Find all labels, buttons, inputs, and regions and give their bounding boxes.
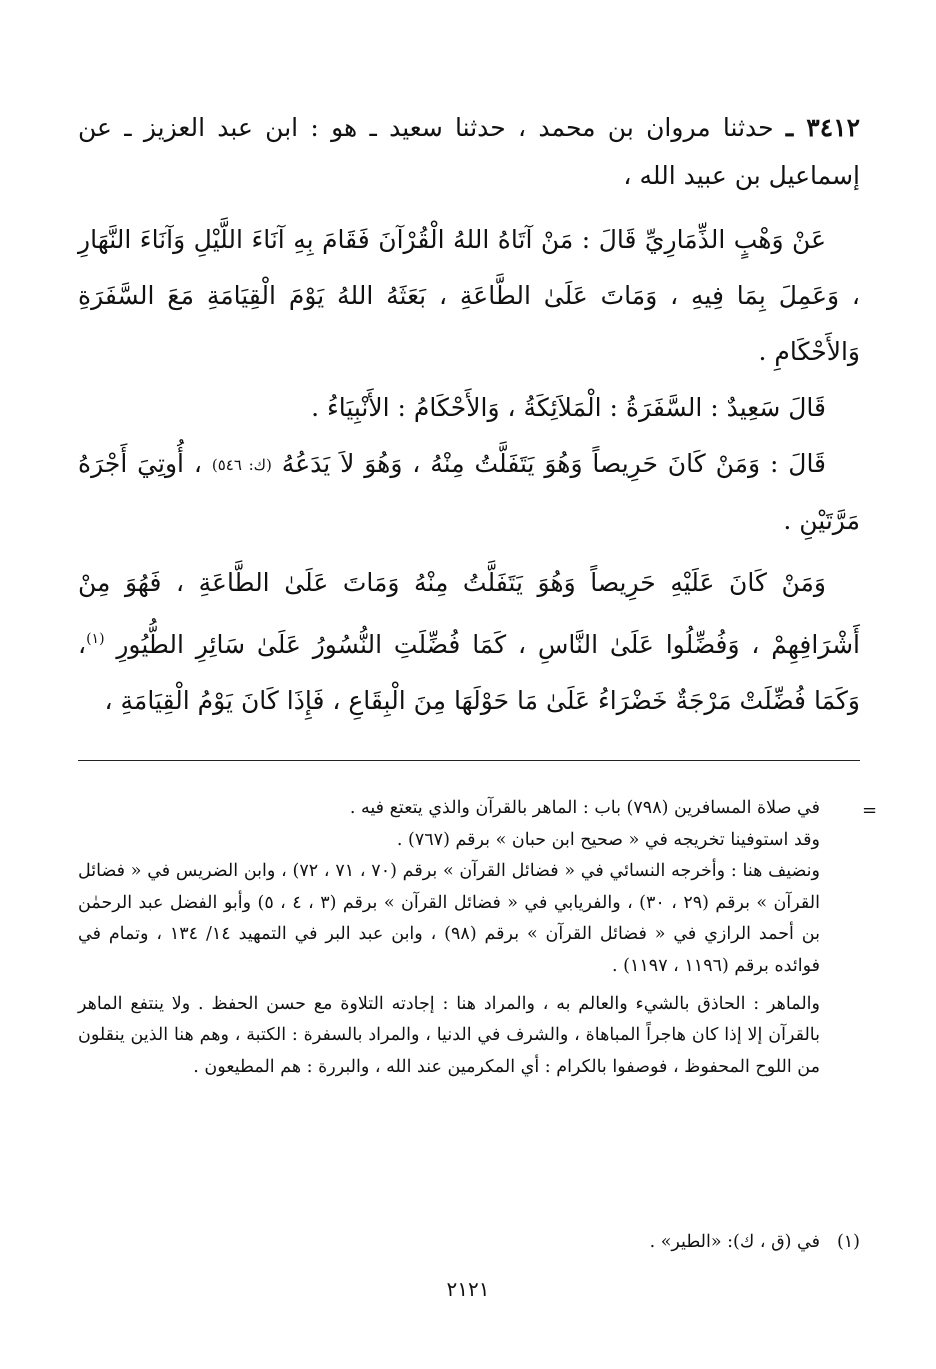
p3-text-after: ، أُوتِيَ أَجْرَهُ مَرَّتَيْنِ .: [78, 449, 860, 535]
hadith-paragraph-4: [78, 555, 860, 729]
isnad-paragraph: [78, 104, 860, 200]
hadith-paragraph-3: [78, 436, 860, 549]
footnotes-block: [78, 793, 820, 1083]
p4-text-after: ، وَكَمَا فُضِّلَتْ مَرْجَةٌ خَضْرَاءُ عَلَىٰ مَا حَوْلَهَا مِنَ الْبِقَاعِ ، فَإِذَا كَانَ يَوْمُ الْقِيَامَةِ ،: [78, 630, 860, 715]
footnote-1-number: (١): [836, 1232, 860, 1252]
page-number: ٢١٢١: [446, 1277, 490, 1301]
footnote-1: [78, 1232, 860, 1252]
p4-text-before: وَمَنْ كَانَ عَلَيْهِ حَرِيصاً وَهُوَ يَتَفَلَّتُ مِنْهُ وَمَاتَ عَلَىٰ الطَّاعَةِ ، فَهُوَ مِنْ أَشْرَافِهِمْ ، وَفُضِّلُوا عَلَىٰ النَّاسِ ، كَمَا فُضِّلَتِ النُّسُورُ عَلَىٰ سَائِرِ الطُّيُورِ: [78, 568, 860, 659]
footnote-line-2: وقد استوفينا تخريجه في « صحيح ابن حبان » برقم (٧٦٧) .: [396, 829, 820, 850]
hadith-number: ٣٤١٢ ـ: [785, 113, 860, 142]
footnote-divider: [78, 760, 860, 761]
hadith-paragraph-1: عَنْ وَهْبٍ الذِّمَارِيِّ قَالَ : مَنْ آتَاهُ اللهُ الْقُرْآنَ فَقَامَ بِهِ آنَاءَ اللَّيْلِ وَآنَاءَ النَّهَارِ ، وَعَمِلَ بِمَا فِيهِ ، وَمَاتَ عَلَىٰ الطَّاعَةِ ، بَعَثَهُ اللهُ يَوْمَ الْقِيَامَةِ مَعَ السَّفَرَةِ وَالأَحْكَامِ .: [78, 225, 860, 366]
hadith-paragraph-2: قَالَ سَعِيدٌ : السَّفَرَةُ : الْمَلاَئِكَةُ ، وَالأَحْكَامُ : الأَنْبِيَاءُ .: [311, 393, 826, 422]
footnote-marker-1: (١): [86, 631, 105, 647]
footnote-paragraph-3: ونضيف هنا : وأخرجه النسائي في « فضائل القرآن » برقم (٧٠ ، ٧١ ، ٧٢) ، وابن الضريس في « فضائل القرآن » برقم (٢٩ ، ٣٠) ، والفريابي في « فضائل القرآن » برقم (٣ ، ٤ ، ٥) وأبو الفضل عبد الرحمٰن بن أحمد الرازي في « فضائل القرآن » برقم (٩٨) ، وابن عبد البر في التمهيد ١٤/ ١٣٤ ، وتمام في فوائده برقم (١١٩٦ ، ١١٩٧) .: [78, 861, 820, 976]
isnad-text: حدثنا مروان بن محمد ، حدثنا سعيد ـ هو : ابن عبد العزيز ـ عن إسماعيل بن عبيد الله ،: [78, 113, 860, 190]
footnote-paragraph-4: والماهر : الحاذق بالشيء والعالم به ، والمراد هنا : إجادته التلاوة مع حسن الحفظ . ولا ينتفع الماهر بالقرآن إلا إذا كان هاجراً المباهاة ، والشرف في الدنيا ، والمراد بالسفرة : الكتبة ، وهم هنا الذين ينقلون من اللوح المحفوظ ، فوصفوا بالكرام : أي المكرمين عند الله ، والبررة : هم المطيعون .: [78, 993, 820, 1077]
footnote-1-text: في (ق ، ك): «الطير» .: [649, 1232, 820, 1252]
p3-text-before: قَالَ : وَمَنْ كَانَ حَرِيصاً وَهُوَ يَتَفَلَّتُ مِنْهُ ، وَهُوَ لاَ يَدَعُهُ: [281, 449, 827, 478]
footnote-line-1: في صلاة المسافرين (٧٩٨) باب : الماهر بالقرآن والذي يتعتع فيه .: [349, 798, 820, 818]
continuation-mark: =: [862, 800, 878, 821]
main-text: [78, 104, 860, 729]
manuscript-ref: (ك: ٥٤٦): [211, 456, 272, 474]
